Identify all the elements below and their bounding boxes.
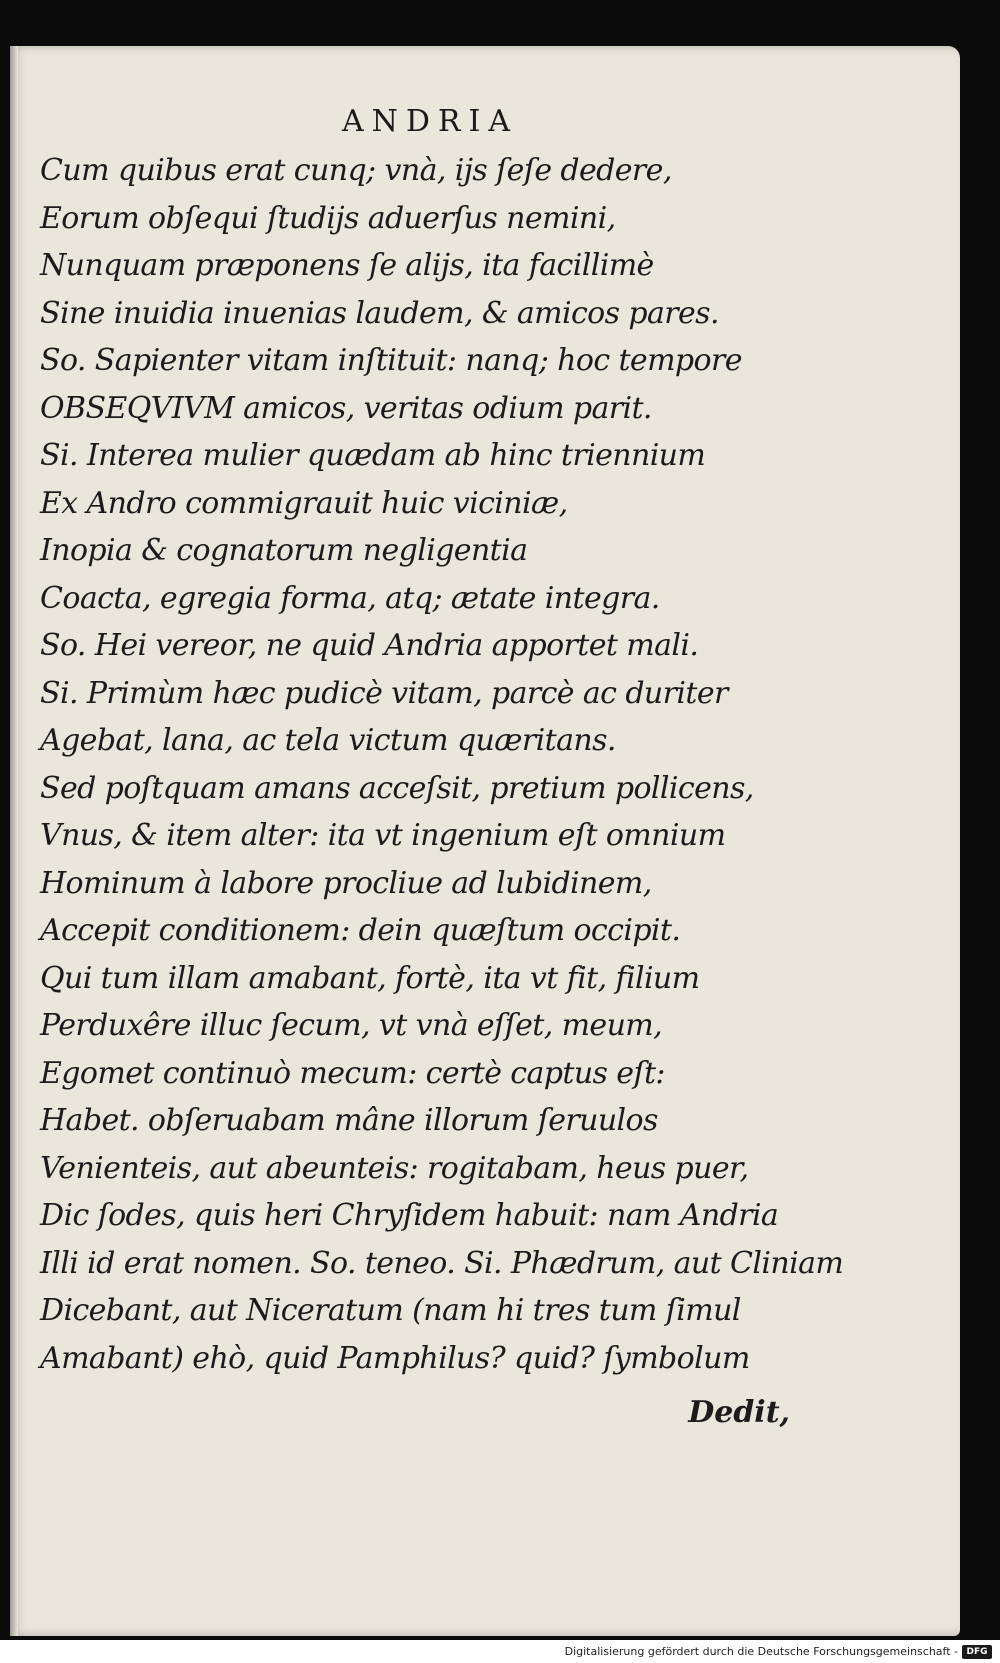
verse-line: Cum quibus erat cunq; vnà, ijs ſeſe dedere, bbox=[40, 153, 672, 188]
running-head: ANDRIA bbox=[341, 104, 519, 139]
verse-line: So. Hei vereor, ne quid Andria apportet mali. bbox=[40, 628, 699, 663]
verse-line: Perduxêre illuc ſecum, vt vnà eſſet, meum, bbox=[40, 1008, 663, 1043]
verse-line: Eorum obſequi ſtudijs aduerſus nemini, bbox=[40, 200, 616, 236]
verse-line: Vnus, & item alter: ita vt ingenium eſt omnium bbox=[40, 818, 726, 853]
verse-line: Amabant) ehò, quid Pamphilus? quid? ſymbolum bbox=[40, 1340, 750, 1376]
verse-line: Egomet continuò mecum: certè captus eſt: bbox=[40, 1055, 665, 1091]
catchword: Dedit, bbox=[688, 1395, 790, 1430]
verse-line: Accepit conditionem: dein quæſtum occipit. bbox=[40, 913, 681, 948]
verse-line: Dic ſodes, quis heri Chryſidem habuit: nam Andria bbox=[40, 1198, 779, 1233]
verse-line: Ex Andro commigrauit huic viciniæ, bbox=[40, 485, 568, 521]
funding-note: Digitalisierung gefördert durch die Deutsche Forschungsgemeinschaft - bbox=[564, 1645, 958, 1658]
verse-line: Sine inuidia inuenias laudem, & amicos pares. bbox=[40, 295, 719, 331]
verse-line: Si. Interea mulier quædam ab hinc triennium bbox=[40, 438, 706, 473]
verse-line: Nunquam præponens ſe alijs, ita facillimè bbox=[40, 248, 654, 283]
verse-line: Habet. obſeruabam mâne illorum ſeruulos bbox=[40, 1103, 658, 1138]
verse-line: Agebat, lana, ac tela victum quæritans. bbox=[40, 723, 616, 758]
verse-text bbox=[40, 147, 920, 1382]
verse-line: So. Sapienter vitam inſtituit: nanq; hoc tempore bbox=[40, 343, 742, 378]
verse-line: Dicebant, aut Niceratum (nam hi tres tum ſimul bbox=[40, 1293, 741, 1328]
verse-line: Sed poſtquam amans acceſsit, pretium pollicens, bbox=[40, 770, 754, 806]
verse-line: Illi id erat nomen. So. teneo. Si. Phædrum, aut Cliniam bbox=[40, 1245, 844, 1281]
verse-line: Qui tum illam amabant, fortè, ita vt fit, filium bbox=[40, 960, 700, 996]
dfg-logo: DFG bbox=[962, 1645, 992, 1659]
verse-line: Venienteis, aut abeunteis: rogitabam, heus puer, bbox=[40, 1150, 749, 1186]
verse-line: OBSEQVIVM amicos, veritas odium parit. bbox=[40, 390, 652, 426]
verse-line: Inopia & cognatorum negligentia bbox=[40, 533, 528, 568]
verse-line: Si. Primùm hæc pudicè vitam, parcè ac duriter bbox=[40, 675, 728, 711]
verse-line: Hominum à labore procliue ad lubidinem, bbox=[40, 865, 652, 901]
verse-line: Coacta, egregia forma, atq; ætate integra. bbox=[40, 580, 660, 616]
page-gutter-shadow bbox=[10, 46, 18, 1636]
